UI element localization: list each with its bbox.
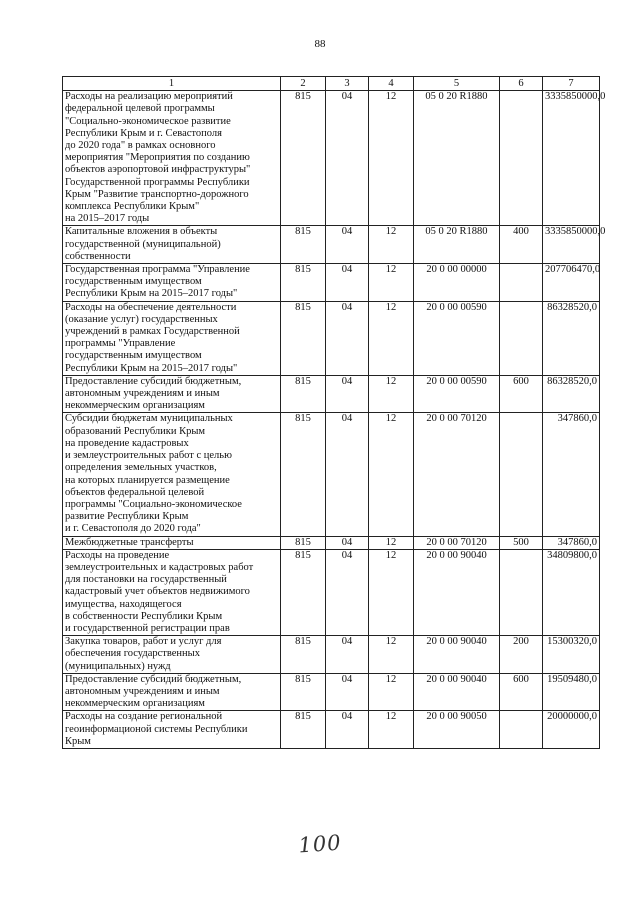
row-description: Расходы на создание региональной геоинформационой системы Республики Крым bbox=[63, 711, 281, 749]
row-section-code: 04 bbox=[326, 636, 369, 674]
row-amount: 19509480,0 bbox=[543, 673, 600, 711]
row-amount: 3335850000,0 bbox=[543, 91, 600, 226]
row-subsection-code: 12 bbox=[369, 673, 414, 711]
row-section-code: 04 bbox=[326, 264, 369, 302]
row-expense-type: 200 bbox=[500, 636, 543, 674]
row-amount: 15300320,0 bbox=[543, 636, 600, 674]
row-target-article: 05 0 20 R1880 bbox=[414, 91, 500, 226]
row-expense-type bbox=[500, 413, 543, 536]
row-target-article: 20 0 00 90040 bbox=[414, 636, 500, 674]
table-body bbox=[63, 91, 606, 749]
row-target-article: 20 0 00 90050 bbox=[414, 711, 500, 749]
row-subsection-code: 12 bbox=[369, 375, 414, 413]
row-ministry-code: 815 bbox=[281, 549, 326, 635]
row-target-article: 05 0 20 R1880 bbox=[414, 226, 500, 264]
row-ministry-code: 815 bbox=[281, 413, 326, 536]
row-expense-type: 600 bbox=[500, 375, 543, 413]
table-row bbox=[63, 91, 600, 226]
row-subsection-code: 12 bbox=[369, 636, 414, 674]
table-row bbox=[63, 673, 600, 711]
row-expense-type bbox=[500, 91, 543, 226]
table-header-row bbox=[63, 77, 600, 91]
col-header-5: 5 bbox=[414, 77, 500, 91]
table-row bbox=[63, 301, 600, 375]
row-section-code: 04 bbox=[326, 536, 369, 549]
row-section-code: 04 bbox=[326, 91, 369, 226]
row-description: Предоставление субсидий бюджетным, автономным учреждениям и иным некоммерческим организациям bbox=[63, 375, 281, 413]
table-row bbox=[63, 264, 600, 302]
row-expense-type: 500 bbox=[500, 536, 543, 549]
table-row bbox=[63, 375, 600, 413]
row-expense-type bbox=[500, 549, 543, 635]
row-ministry-code: 815 bbox=[281, 91, 326, 226]
row-description: Капитальные вложения в объекты государственной (муниципальной) собственности bbox=[63, 226, 281, 264]
table-row bbox=[63, 549, 600, 635]
row-expense-type: 400 bbox=[500, 226, 543, 264]
row-ministry-code: 815 bbox=[281, 636, 326, 674]
table-row bbox=[63, 226, 600, 264]
col-header-6: 6 bbox=[500, 77, 543, 91]
row-ministry-code: 815 bbox=[281, 301, 326, 375]
col-header-1: 1 bbox=[63, 77, 281, 91]
row-ministry-code: 815 bbox=[281, 711, 326, 749]
budget-table bbox=[62, 76, 606, 749]
row-amount: 347860,0 bbox=[543, 413, 600, 536]
row-target-article: 20 0 00 70120 bbox=[414, 536, 500, 549]
row-description: Закупка товаров, работ и услуг для обеспечения государственных (муниципальных) нужд bbox=[63, 636, 281, 674]
row-ministry-code: 815 bbox=[281, 375, 326, 413]
row-target-article: 20 0 00 00590 bbox=[414, 301, 500, 375]
row-ministry-code: 815 bbox=[281, 226, 326, 264]
table-row bbox=[63, 711, 600, 749]
row-amount: 3335850000,0 bbox=[543, 226, 600, 264]
row-ministry-code: 815 bbox=[281, 264, 326, 302]
handwritten-page-number: 100 bbox=[297, 830, 343, 858]
row-section-code: 04 bbox=[326, 549, 369, 635]
row-expense-type bbox=[500, 264, 543, 302]
row-subsection-code: 12 bbox=[369, 549, 414, 635]
row-section-code: 04 bbox=[326, 375, 369, 413]
row-section-code: 04 bbox=[326, 226, 369, 264]
row-amount: 34809800,0 bbox=[543, 549, 600, 635]
col-header-7: 7 bbox=[543, 77, 600, 91]
table-row bbox=[63, 413, 600, 536]
row-amount: 86328520,0 bbox=[543, 301, 600, 375]
row-ministry-code: 815 bbox=[281, 673, 326, 711]
row-description: Государственная программа "Управление государственным имуществом Республики Крым на 2015–2017 годы" bbox=[63, 264, 281, 302]
row-target-article: 20 0 00 90040 bbox=[414, 549, 500, 635]
row-section-code: 04 bbox=[326, 673, 369, 711]
row-description: Расходы на обеспечение деятельности (оказание услуг) государственных учреждений в рамках Государственной программы "Управление государственным имуществом Республики Крым на 2015–2017 годы" bbox=[63, 301, 281, 375]
row-subsection-code: 12 bbox=[369, 413, 414, 536]
row-subsection-code: 12 bbox=[369, 264, 414, 302]
col-header-3: 3 bbox=[326, 77, 369, 91]
row-ministry-code: 815 bbox=[281, 536, 326, 549]
table-row bbox=[63, 636, 600, 674]
row-description: Межбюджетные трансферты bbox=[63, 536, 281, 549]
row-subsection-code: 12 bbox=[369, 711, 414, 749]
row-description: Субсидии бюджетам муниципальных образований Республики Крым на проведение кадастровых и землеустроительных работ с целью определения земельных участков, на которых планируется размещение объектов федеральной целевой программы "Социально-экономическое развитие Республики Крым и г. Севастополя до 2020 года" bbox=[63, 413, 281, 536]
row-amount: 207706470,0 bbox=[543, 264, 600, 302]
row-subsection-code: 12 bbox=[369, 226, 414, 264]
page-number: 88 bbox=[314, 38, 326, 50]
row-amount: 20000000,0 bbox=[543, 711, 600, 749]
row-target-article: 20 0 00 00590 bbox=[414, 375, 500, 413]
row-target-article: 20 0 00 90040 bbox=[414, 673, 500, 711]
row-section-code: 04 bbox=[326, 711, 369, 749]
row-expense-type: 600 bbox=[500, 673, 543, 711]
row-description: Предоставление субсидий бюджетным, автономным учреждениям и иным некоммерческим организациям bbox=[63, 673, 281, 711]
row-amount: 86328520,0 bbox=[543, 375, 600, 413]
row-section-code: 04 bbox=[326, 301, 369, 375]
row-subsection-code: 12 bbox=[369, 536, 414, 549]
col-header-2: 2 bbox=[281, 77, 326, 91]
row-target-article: 20 0 00 00000 bbox=[414, 264, 500, 302]
row-description: Расходы на реализацию мероприятий федеральной целевой программы "Социально-экономическое развитие Республики Крым и г. Севастополя до 2020 года" в рамках основного мероприятия "Мероприятия по созданию объектов аэропортовой инфраструктуры" Государственной программы Республики Крым "Развитие транспортно-дорожного комплекса Республики Крым" на 2015–2017 годы bbox=[63, 91, 281, 226]
row-amount: 347860,0 bbox=[543, 536, 600, 549]
row-subsection-code: 12 bbox=[369, 91, 414, 226]
table-row bbox=[63, 536, 600, 549]
row-section-code: 04 bbox=[326, 413, 369, 536]
col-header-4: 4 bbox=[369, 77, 414, 91]
row-subsection-code: 12 bbox=[369, 301, 414, 375]
row-description: Расходы на проведение землеустроительных и кадастровых работ для постановки на государственный кадастровый учет объектов недвижимого имущества, находящегося в собственности Республики Крым и государственной регистрации прав bbox=[63, 549, 281, 635]
row-expense-type bbox=[500, 301, 543, 375]
row-expense-type bbox=[500, 711, 543, 749]
row-target-article: 20 0 00 70120 bbox=[414, 413, 500, 536]
